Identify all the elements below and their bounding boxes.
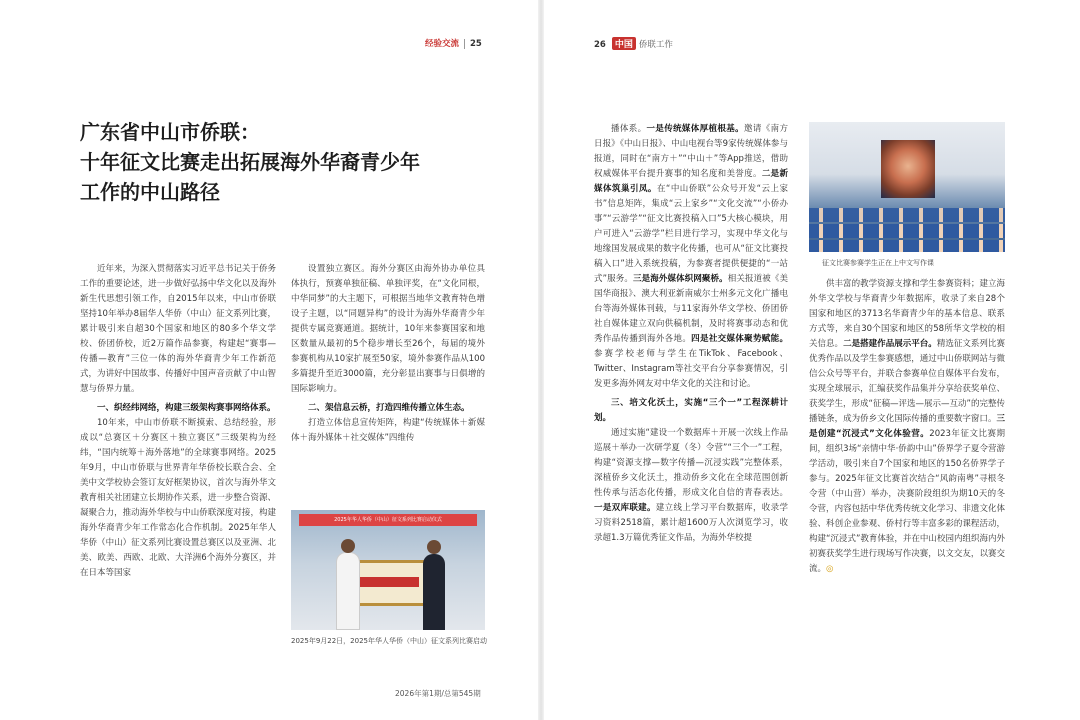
paragraph — [594, 426, 788, 546]
classroom-photo — [809, 122, 1005, 252]
end-mark-icon: ◎ — [826, 564, 834, 574]
text-run: 建立线上学习平台数据库，收录学习资料2518篇，累计超1600万人次浏览学习，收录超1.3万篇优秀征文作品，为海外华校提 — [594, 503, 788, 543]
student-row — [809, 240, 1005, 252]
text-run: 邀请《南方日报》《中山日报》、中山电视台等9家传统媒体参与报道，同时在“南方＋”“中山＋”等App推送，借助权威媒体平台提升赛事的知名度和美誉度。 — [594, 124, 788, 179]
text-run: 相关报道被《美国华商报》、澳大利亚新南威尔士州多元文化广播电台等海外媒体刊载，与11家海外华文学校、侨团侨社自媒体建立双向供稿机制，及时将赛事动态和优秀作品传播到海外各地。 — [594, 274, 788, 344]
photo-banner: 2025年华人华侨（中山）征文系列比赛启动仪式 — [299, 514, 477, 526]
text-column-4 — [809, 277, 1005, 672]
photo-caption: 2025年9月22日，2025年华人华侨（中山）征文系列比赛启动 — [291, 637, 487, 645]
bold-lead: 一是双库联建。 — [594, 503, 656, 513]
paragraph: 打造立体信息宣传矩阵，构建“传统媒体＋新媒体＋海外媒体＋社交媒体”四维传 — [291, 418, 485, 443]
text-column-2 — [291, 262, 485, 488]
paragraph: 近年来，为深入贯彻落实习近平总书记关于侨务工作的重要论述，进一步做好弘扬中华文化以及海外新生代思想引领工作，自2015年以来，中山市侨联坚持10年举办8届华人华侨（中山）征文系列比赛，累计吸引来自超30个国家和地区的80多个华文学校、侨团侨校，近2万篇作品参赛，构建起“赛事—传播—教育”三位一体的海外华裔青少年工作新范式，为讲好中国故事、传播好中国声音贡献了中山智慧与侨界力量。 — [80, 264, 276, 394]
magazine-brand: 侨联工作 — [638, 40, 673, 50]
page-gutter — [538, 0, 544, 720]
text-run: 参赛学校老师与学生在TikTok、Facebook、Twitter、Instagram等社交平台分享参赛情况，引发更多海外网友对中华文化的关注和讨论。 — [594, 349, 788, 389]
launch-ceremony-photo — [291, 510, 485, 630]
text-run: 2023年征文比赛期间，组织3场“亲情中华·侨韵中山”侨界学子夏令营游学活动，吸引来自7个国家和地区的150名侨界学子参与。2025年征文比赛首次结合“风韵南粤”寻根冬令营（中山营）举办，决赛阶段组织为期10天的冬令营，内容包括中华优秀传统文化学习、非遗文化体验、科创企业参观、侨村行等丰富多彩的课程活动，构建“沉浸式”教育体验，并在中山校园内组织海内外初赛获奖学生进行现场写作决赛，以文交友，以赛交流。 — [809, 429, 1005, 574]
running-head-right — [594, 37, 673, 50]
paragraph: 10年来，中山市侨联不断摸索、总结经验，形成以“总赛区＋分赛区＋独立赛区”三级架构为经纬，“国内统筹＋海外落地”的全球赛事网络。2025年9月，中山市侨联与世界青年华侨校长联合会、全美中文学校协会签订友好框架协议，首次与海外华文教育相关社团建立长期协作关系，进一步整合资源、凝聚合力，推动海外华校与中山侨联深度对接，构建海外华裔青少年工作常态化合作机制。2025年华人华侨（中山）征文系列比赛设置总赛区以及亚洲、北美、欧美、西欧、北欧、大洋洲6个海外分赛区，并在日本等国家 — [80, 418, 276, 578]
article-title — [80, 117, 480, 207]
text-run: 播体系。 — [611, 124, 647, 134]
section-heading: 二、架信息云桥，打造四维传播立体生态。 — [308, 403, 470, 413]
magazine-logo: 中国 — [612, 37, 636, 50]
bold-lead: 二是新媒体筑巢引凤。 — [594, 169, 788, 194]
title-line: 十年征文比赛走出拓展海外华裔青少年 — [80, 150, 420, 174]
running-head-left — [425, 37, 482, 49]
paragraph — [594, 122, 788, 392]
bold-lead: 二是搭建作品展示平台。 — [843, 339, 937, 349]
person-figure — [336, 552, 360, 630]
person-figure — [423, 554, 445, 630]
text-run: 在“中山侨联”公众号开发“云上家书”信息矩阵，集成“云上家乡”“文化交流”“小侨办事”“云游学”“征文比赛投稿入口”5大核心模块，用户可进入“云游学”栏目进行学习，实现中华文化与地缘国发展成果的数字化传播，也可从“征文比赛投稿入口”进入系统投稿，为参赛者提供便捷的“一站式”服务。 — [594, 184, 788, 284]
text-column-3 — [594, 122, 788, 667]
title-line: 广东省中山市侨联： — [80, 120, 260, 144]
student-row — [809, 208, 1005, 222]
bold-lead: 三是海外媒体织网聚桥。 — [633, 274, 728, 284]
bold-lead: 三是创建“沉浸式”文化体验营。 — [809, 414, 1005, 439]
bold-lead: 四是社交媒体聚势赋能。 — [691, 334, 788, 344]
issue-folio: 2026年第1期/总第545期 — [395, 689, 481, 698]
page-number-right: 26 — [594, 40, 606, 50]
text-run: 供丰富的教学资源支撑和学生参赛资料；建立海外华文学校与华裔青少年数据库，收录了来自28个国家和地区的3713名华裔青少年的基本信息、联系方式等，来自30个国家和地区的58所华文学校的相关信息。 — [809, 279, 1005, 349]
student-row — [809, 224, 1005, 238]
paragraph: 设置独立赛区。海外分赛区由海外协办单位具体执行，预赛单独征稿、单独评奖，在“文化同根，中华同梦”的大主题下，可根据当地华文教育特色增设子主题，以“同题异构”的设计为海外华裔青少年提供专属竞赛通道。据统计，10年来参赛国家和地区数量从最初的5个稳步增长至26个，每届的境外参赛机构从10家扩展至50家，境外参赛作品从100多篇提升至近3000篇，充分彰显出赛事与日俱增的国际影响力。 — [291, 264, 485, 394]
text-run: 通过实施“建设一个数据库＋开展一次线上作品巡展＋举办一次研学夏（冬）令营”“三个一”工程，构建“资源支撑—数字传播—沉浸实践”完整体系，深植侨乡文化沃土，推动侨乡文化在全球范围创新性传承与活态化传播，形成文化自信的青春表达。 — [594, 428, 788, 498]
header-divider — [464, 39, 465, 49]
section-heading: 一、织经纬网络，构建三级架构赛事网络体系。 — [97, 403, 276, 413]
text-run: 精选征文系列比赛优秀作品以及学生参赛感想，通过中山侨联网站与微信公众号等平台，并联合参赛单位自媒体平台发布，实现全球展示，汇编获奖作品集并分享给获奖单位、获奖学生，形成“征稿—评选—展示—互动”的完整传播链条，成为侨乡文化国际传播的重要数字窗口。 — [809, 339, 1005, 424]
photo-caption: 征文比赛参赛学生正在上中文写作课 — [822, 259, 934, 267]
page-number-left: 25 — [470, 39, 482, 49]
paragraph — [809, 277, 1005, 577]
section-label: 经验交流 — [425, 39, 460, 49]
text-column-1 — [80, 262, 276, 682]
section-heading: 三、培文化沃土，实施“三个一”工程深耕计划。 — [594, 398, 788, 423]
bold-lead: 一是传统媒体厚植根基。 — [646, 124, 744, 134]
projection-screen — [881, 140, 935, 198]
title-line: 工作的中山路径 — [80, 180, 220, 204]
